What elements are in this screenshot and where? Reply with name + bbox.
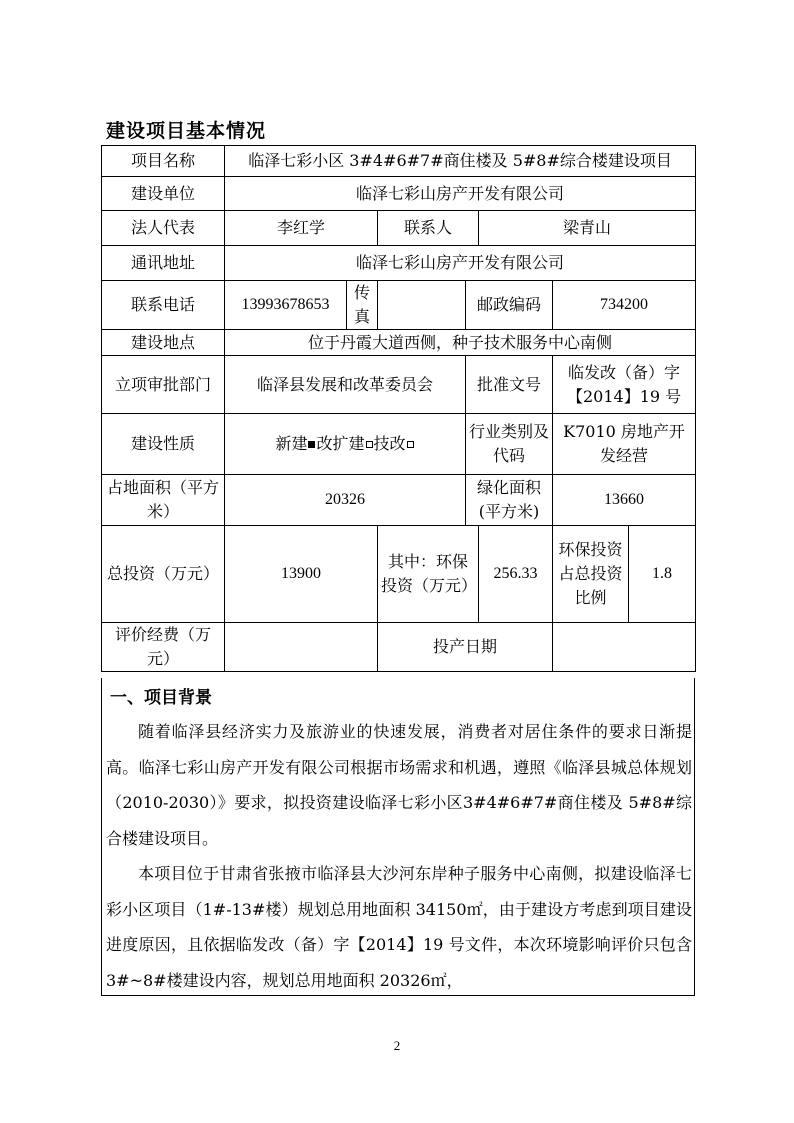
- background-heading: 一、项目背景: [110, 688, 212, 708]
- env-invest-value: 256.33: [479, 526, 553, 623]
- builder-value: 临泽七彩山房产开发有限公司: [225, 177, 696, 211]
- nature-label: 建设性质: [102, 414, 225, 475]
- phone-value: 13993678653: [225, 281, 347, 330]
- land-area-value: 20326: [225, 475, 466, 526]
- approval-dept-label: 立项审批部门: [102, 356, 225, 414]
- checkbox-empty-icon: [407, 441, 414, 448]
- background-section: [101, 678, 695, 996]
- checkbox-checked-icon: [308, 441, 315, 448]
- land-area-label: 占地面积（平方米）: [102, 475, 225, 526]
- address-label: 通讯地址: [102, 246, 225, 281]
- address-value: 临泽七彩山房产开发有限公司: [225, 246, 696, 281]
- env-invest-label: 其中：环保投资（万元）: [378, 526, 479, 623]
- approval-no-value: 临发改（备）字【2014】19 号: [553, 356, 696, 414]
- approval-dept-value: 临泽县发展和改革委员会: [225, 356, 466, 414]
- background-paragraph-2: 本项目位于甘肃省张掖市临泽县大沙河东岸种子服务中心南侧，拟建设临泽七彩小区项目（1#-13#楼）规划总用地面积 34150㎡，由于建设方考虑到项目建设进度原因，且依据临发改（备）字【2014】19 号文件，本次环境影响评价只包含 3#~8#楼建设内容，规划总用地面积 20326㎡，: [106, 864, 692, 990]
- project-info-table: [101, 145, 696, 672]
- green-area-label: 绿化面积(平方米): [466, 475, 553, 526]
- approval-no-label: 批准文号: [466, 356, 553, 414]
- nature-tech: 技改: [373, 434, 406, 453]
- nature-value: [225, 414, 466, 475]
- postcode-value: 734200: [553, 281, 696, 330]
- total-invest-value: 13900: [225, 526, 378, 623]
- contact-value: 梁青山: [479, 211, 696, 246]
- section-title: 建设项目基本情况: [106, 120, 267, 142]
- green-area-value: 13660: [553, 475, 696, 526]
- env-ratio-label: 环保投资占总投资比例: [553, 526, 629, 623]
- site-label: 建设地点: [102, 330, 225, 356]
- page-number: 2: [393, 1038, 401, 1053]
- phone-label: 联系电话: [102, 281, 225, 330]
- industry-value: K7010 房地产开发经营: [553, 414, 696, 475]
- contact-label: 联系人: [378, 211, 479, 246]
- eval-fee-label: 评价经费（万元）: [102, 623, 225, 672]
- env-ratio-value: 1.8: [629, 526, 696, 623]
- production-date-label: 投产日期: [378, 623, 553, 672]
- builder-label: 建设单位: [102, 177, 225, 211]
- nature-new: 新建: [275, 434, 308, 453]
- fax-value: [378, 281, 466, 330]
- total-invest-label: 总投资（万元）: [102, 526, 225, 623]
- legal-rep-label: 法人代表: [102, 211, 225, 246]
- project-name-value: 临泽七彩小区 3#4#6#7#商住楼及 5#8#综合楼建设项目: [225, 146, 696, 177]
- industry-label: 行业类别及代码: [466, 414, 553, 475]
- fax-label: 传真: [347, 281, 378, 330]
- project-name-label: 项目名称: [102, 146, 225, 177]
- production-date-value: [553, 623, 696, 672]
- nature-expand: 改扩建: [316, 434, 365, 453]
- eval-fee-value: [225, 623, 378, 672]
- site-value: 位于丹霞大道西侧，种子技术服务中心南侧: [225, 330, 696, 356]
- background-paragraph-1: 随着临泽县经济实力及旅游业的快速发展，消费者对居住条件的要求日渐提高。临泽七彩山房产开发有限公司根据市场需求和机遇，遵照《临泽县城总体规划（2010-2030）》要求，拟投资建设临泽七彩小区3#4#6#7#商住楼及 5#8#综合楼建设项目。: [106, 722, 692, 848]
- postcode-label: 邮政编码: [466, 281, 553, 330]
- legal-rep-value: 李红学: [225, 211, 378, 246]
- checkbox-empty-icon: [366, 441, 373, 448]
